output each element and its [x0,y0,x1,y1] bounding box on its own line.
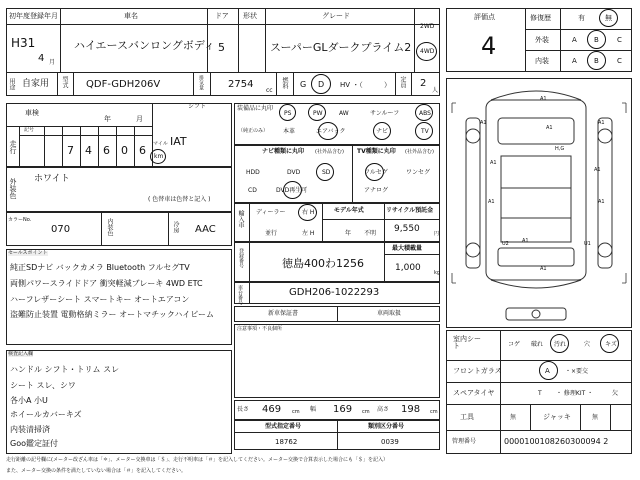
import-right-hand: 右 H [302,209,315,216]
nav-title: ナビ種類に丸印 [262,148,305,155]
height-value: 198 [401,404,421,415]
windshield-a-circle [539,361,558,380]
selling-label: セールスポイント [8,250,48,256]
max-load-value: 1,000 [395,263,421,273]
color-note: ( 色替車は色替と記入 ) [148,196,211,203]
nav-dvd-play: DVD再生可 [276,187,308,194]
color-no-label: カラーNo. [8,217,32,223]
selling-line-3: ハーフレザーシート スマートキー オートエアコン [10,295,190,304]
import-parallel: 並行 [265,230,278,237]
four-wd-circle [416,42,437,61]
length-value: 469 [262,404,282,415]
spare-kit: ・ 修理KIT ・ [556,390,594,397]
equip-airbag-circle [318,122,338,140]
windshield-x: ・×要交 [565,368,589,375]
displacement-value: 2754 [228,79,254,90]
door-label: ドア [215,12,229,20]
shift-value: IAT [170,135,187,148]
equip-sunroof: サンルーフ [370,110,400,117]
class-value: 0039 [381,438,399,446]
tools-label: 工具 [460,413,474,421]
use-value: 自家用 [22,79,50,89]
int-b-circle [587,51,606,70]
import-dealer: ディーラー [256,209,286,216]
door-value: 5 [218,41,225,54]
equip-nav-circle [373,122,391,140]
chassis-label: 車台番号 [237,285,243,305]
interior-seat-label: 室内シート [453,335,481,350]
car-name-value: ハイエースバンロングボディ [74,39,215,52]
warranty-label: 新車保証書 [268,310,299,317]
ext-c: C [617,36,622,44]
equip-abs: ABS [419,110,431,117]
plate-value: 徳島400わ1256 [282,257,364,270]
history-label: 車両取扱 [377,310,402,317]
class-label: 類別区分番号 [368,423,405,430]
seat-scratch-circle [600,334,619,353]
first-reg-label: 初年度登録年月 [9,12,58,20]
equip-aw: AW [339,110,349,117]
fuel-hv: HV ・（ [340,81,363,89]
inspector-line-6: Goo鑑定証付 [10,439,58,448]
equip-nav: ナビ [376,128,389,135]
car-name-label: 車名 [124,12,138,20]
footer-line-2: また、メーター交換の条件を満たしていない場合は「＃」を記入してください。 [6,468,187,474]
diag-a1-left-front: A1 [480,120,487,126]
spare-missing: 欠 [612,390,619,397]
displacement-label: 排気量 [198,75,204,90]
repair-yes: 有 [578,14,585,22]
height-unit: cm [430,409,438,415]
equipment-sub: （純正のみ） [238,128,269,134]
inspector-label: 検査記入欄 [8,351,34,357]
width-label: 幅 [310,406,317,413]
recycle-label: リサイクル預託金 [386,207,434,214]
interior-label: 内装 [535,57,549,65]
ac-value: AAC [195,224,216,235]
score-value: 4 [481,32,497,60]
windshield-a: A [545,367,550,375]
km-unit: km [154,153,164,160]
diag-a1-right-rear: A1 [598,199,605,205]
chassis-value: GDH206-1022293 [289,287,380,298]
km-circle [150,149,166,164]
diag-u1: U1 [584,241,591,247]
length-unit: cm [292,409,300,415]
color-value: ホワイト [34,174,70,184]
length-label: 長さ [237,406,250,413]
mileage-digit-5: 6 [139,144,146,157]
selling-line-4: 盗難防止装置 電動格納ミラー オートマチックハイビーム [10,310,215,319]
repair-no: 無 [605,14,612,22]
inspector-line-1: ハンドル シフト・トリム スレ [10,365,120,374]
first-reg-year: H31 [11,36,36,50]
first-reg-month: 4 [38,53,45,64]
footer-line-1: 走行距離の記号欄に(メーター改ざん車は「＊」、メーター交換車は「＄」、走行不明車は「＃」を記入してください。メーター交換で合算表示した場合にも「＄」を記入） [6,457,388,463]
diag-a1-bumper: A1 [522,238,529,244]
nav-note: (社外品含む) [315,149,344,155]
notes-label: 注意事項・不良個所 [237,326,283,332]
grade-value: スーパーGLダークプライム2 [270,41,412,54]
seat-tear: 破れ [531,341,544,348]
model-year-era: 年 [345,230,352,237]
equip-leather: 本革 [283,128,296,135]
diag-a1-roof: A1 [546,125,553,131]
ac-label: 冷房 [172,221,179,233]
width-value: 169 [333,404,353,415]
mgmt-label: 管理番号 [452,438,477,445]
selling-line-1: 純正SDナビ バックカメラ Bluetooth フルセグTV [10,263,190,272]
seat-hole: 穴 [584,341,591,348]
plate-label: 登録番号 [238,248,244,268]
model-year-label: モデル年式 [334,207,364,214]
spare-t: T [538,390,542,397]
diag-a1-left-door: A1 [490,160,497,166]
inspector-line-4: ホイールカバーキズ [10,410,82,419]
max-load-unit: kg [434,270,441,276]
import-label: 輸入車 [237,210,244,228]
spare-label: スペアタイヤ [453,389,495,397]
shift-label: シフト [188,103,207,110]
tv-title: TV種類に丸印 [357,148,396,155]
model-year-value: 不明 [364,230,377,237]
seat-scratch: キズ [605,341,617,348]
fuel-d: D [318,80,325,89]
equip-ps: PS [284,110,292,117]
tv-note: (社外品含む) [405,149,434,155]
type-cert-label: 型式指定番号 [265,423,302,430]
ext-a: A [572,36,577,44]
cc-unit: cc [266,87,273,94]
tv-fullseg-circle [365,163,384,181]
seat-stain-circle [550,334,569,353]
model-label: 型式 [61,76,68,88]
int-c: C [617,57,622,65]
fuel-g: G [300,80,307,89]
jack-label: ジャッキ [543,413,571,421]
diag-a1-rear: A1 [540,266,547,272]
mileage-digit-3: 6 [103,144,110,157]
diag-a1-right-door: A1 [594,167,601,173]
repair-label: 修復歴 [530,14,551,22]
inspection-label: 車検 [25,109,39,117]
inspector-line-2: シート スレ、シワ [10,381,76,390]
diag-a1-left-rear: A1 [488,199,495,205]
diag-a1-front: A1 [540,96,547,102]
mileage-label: 走行 [9,140,17,154]
tv-fullseg: フルセグ [364,169,388,176]
equip-abs-circle [415,104,433,121]
month-unit: 月 [49,59,56,66]
grade-label: グレード [322,12,350,20]
seat-stain: 汚れ [554,341,567,348]
equip-pw: PW [313,110,323,117]
right-hand-circle [298,204,317,221]
nav-dvd: DVD [287,169,301,176]
exterior-label: 外装 [535,36,549,44]
seat-burn: コゲ [508,341,521,348]
equipment-title: 装備品に丸印 [237,105,274,112]
notes-frame [234,324,440,398]
color-label: 外装色 [9,178,17,199]
tv-oneseg: ワンセグ [406,169,431,176]
mileage-digit-2: 4 [85,144,92,157]
import-left-hand: 左 H [302,230,315,237]
ext-b: B [594,36,599,44]
int-color-label: 内装色 [106,218,113,236]
nav-hdd: HDD [246,169,260,176]
fuel-d-circle [311,74,331,94]
inspector-line-5: 内装清掃済 [10,425,50,434]
nav-cd: CD [248,187,257,194]
inspection-year-unit: 年 [104,115,111,123]
nav-sd-circle [316,163,334,181]
capacity-unit: 人 [432,87,439,94]
equip-pw-circle [308,104,326,121]
int-b: B [594,57,599,65]
ext-b-circle [587,30,606,49]
diag-hg: H,G [555,146,565,152]
record-label: 記号 [24,127,35,133]
mile-unit: マイル [153,141,168,147]
equip-tv-circle [415,122,433,140]
model-value: QDF-GDH206V [86,79,161,90]
mileage-digit-1: 7 [67,144,74,157]
two-wd-label: 2WD [420,23,435,30]
four-wd-label: 4WD [420,48,435,55]
fuel-label: 燃料 [281,77,288,89]
height-label: 高さ [377,406,390,413]
model-type-label: 形状 [243,12,257,20]
max-load-label: 最大積載量 [392,245,423,252]
int-a: A [572,57,577,65]
capacity-value: 2 [420,78,427,89]
inspection-month-unit: 月 [136,115,143,123]
equip-airbag: エアバック [316,128,346,135]
mileage-digit-4: 0 [121,144,128,157]
diag-a1-right-front: A1 [598,120,605,126]
selling-line-2: 両側パワースライドドア 衝突軽減ブレーキ 4WD ETC [10,279,203,288]
fuel-close: ） [384,81,391,89]
type-cert-value: 18762 [275,438,298,446]
score-label: 評価点 [474,13,495,21]
recycle-value: 9,550 [394,224,420,234]
jack-value: 無 [592,414,599,421]
nav-dvd-play-circle [283,181,302,199]
tools-value: 無 [510,414,517,421]
repair-no-circle [599,9,618,27]
inspector-line-3: 各小A 小U [10,396,48,405]
equip-ps-circle [279,104,296,121]
capacity-label: 定員 [399,76,406,88]
tv-analog: アナログ [364,187,389,194]
use-label: 用途 [8,78,15,90]
width-unit: cm [362,409,370,415]
mgmt-value: 0000100108260300094 2 [504,437,609,446]
windshield-label: フロントガラス [453,367,502,375]
equip-tv: TV [421,128,429,135]
nav-sd: SD [322,169,331,176]
recycle-yen: 円 [434,231,440,237]
color-no-value: 070 [51,224,71,235]
diag-u2: U2 [502,241,509,247]
